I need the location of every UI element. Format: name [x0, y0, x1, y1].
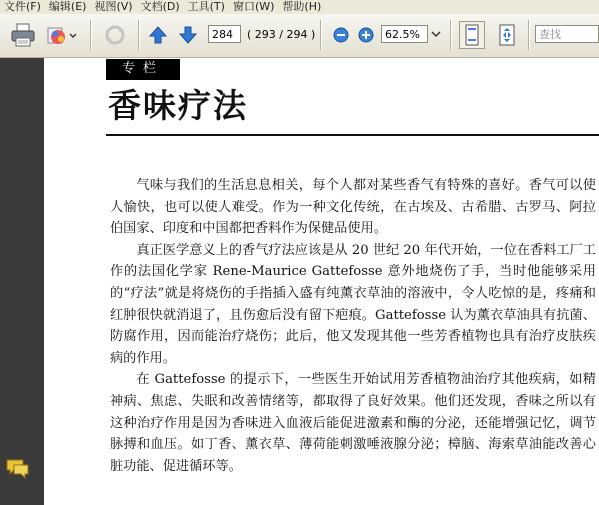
menu-document[interactable]: 文档(D)	[140, 0, 180, 13]
zoom-dropdown-button[interactable]	[429, 25, 443, 43]
printer-icon	[10, 23, 36, 47]
menu-view[interactable]: 视图(V)	[94, 0, 133, 13]
single-page-view-button[interactable]	[459, 21, 485, 49]
share-icon	[45, 23, 77, 47]
comment-icon	[5, 458, 31, 480]
sync-icon	[102, 23, 128, 47]
menu-tools[interactable]: 工具(T)	[187, 0, 225, 13]
paragraph: 在 Gattefosse 的提示下，一些医生开始试用芳香植物油治疗其他疾病，如精神病、焦虑、失眠和改善情绪等，都取得了良好效果。他们还发现，香味之所以有这种治疗作用是因为香味进入血液后能促进激素和酶的分泌，还能增强记忆，调节脉搏和血压。如丁香、薰衣草、薄荷能刺激唾液腺分泌；樟脑、海索草油能改善心脏功能、促进循环等。	[110, 372, 596, 474]
comments-button[interactable]	[5, 458, 31, 483]
menu-file[interactable]: 文件(F)	[4, 0, 41, 13]
next-page-button[interactable]	[177, 24, 199, 46]
navigation-pane	[0, 58, 44, 505]
heading-rule	[106, 134, 599, 136]
previous-page-icon	[148, 25, 168, 45]
zoom-in-icon	[358, 27, 374, 43]
paragraph: 气味与我们的生活息息相关，每个人都对某些香气有特殊的喜好。香气可以使人愉快，也可以使人难受。作为一种文化传统，在古埃及、古希腊、古罗马、阿拉伯国家、印度和中国都把香料作为保健品使用。	[110, 178, 596, 237]
chevron-down-icon	[431, 29, 441, 39]
zoom-out-button[interactable]	[332, 26, 350, 44]
print-button[interactable]	[8, 22, 38, 48]
menu-window[interactable]: 窗口(W)	[232, 0, 275, 13]
zoom-out-icon	[333, 27, 349, 43]
toolbar-separator	[90, 20, 92, 50]
next-page-icon	[178, 25, 198, 45]
article-heading: 香味疗法	[108, 86, 248, 125]
toolbar-separator	[320, 20, 322, 50]
menu-edit[interactable]: 编辑(E)	[48, 0, 87, 13]
zoom-in-button[interactable]	[357, 26, 375, 44]
previous-page-button[interactable]	[147, 24, 169, 46]
fit-page-button[interactable]	[493, 21, 521, 49]
single-page-icon	[463, 24, 481, 46]
toolbar	[0, 14, 599, 58]
share-button[interactable]	[44, 22, 78, 48]
toolbar-separator	[138, 20, 140, 50]
search-input[interactable]: 查找	[535, 25, 599, 43]
sync-button[interactable]	[100, 22, 130, 48]
zoom-level-input[interactable]: 62.5%	[381, 25, 428, 43]
fit-page-icon	[496, 23, 518, 47]
page-count: ( 293 / 294 )	[247, 28, 316, 41]
column-tag: 专栏	[106, 59, 180, 80]
article-body	[110, 175, 596, 477]
paragraph: 真正医学意义上的香气疗法应该是从 20 世纪 20 年代开始，一位在香料工厂工作的法国化学家 Rene-Maurice Gattefosse 意外地烧伤了手，当时他能够采用的“疗法”就是将烧伤的手指插入盛有纯薰衣草油的溶液中，令人吃惊的是，疼痛和红肿很快就消退了，且伤愈后没有留下疤痕。Gattefosse 认为薰衣草油具有抗菌、防腐作用，因而能治疗烧伤；此后，他又发现其他一些芳香植物也具有治疗皮肤疾病的作用。	[110, 242, 596, 366]
document-page	[44, 58, 599, 505]
page-number-input[interactable]: 284	[208, 25, 241, 43]
toolbar-separator	[528, 20, 530, 50]
menu-bar	[0, 0, 599, 14]
menu-help[interactable]: 帮助(H)	[282, 0, 322, 13]
toolbar-separator	[450, 20, 452, 50]
